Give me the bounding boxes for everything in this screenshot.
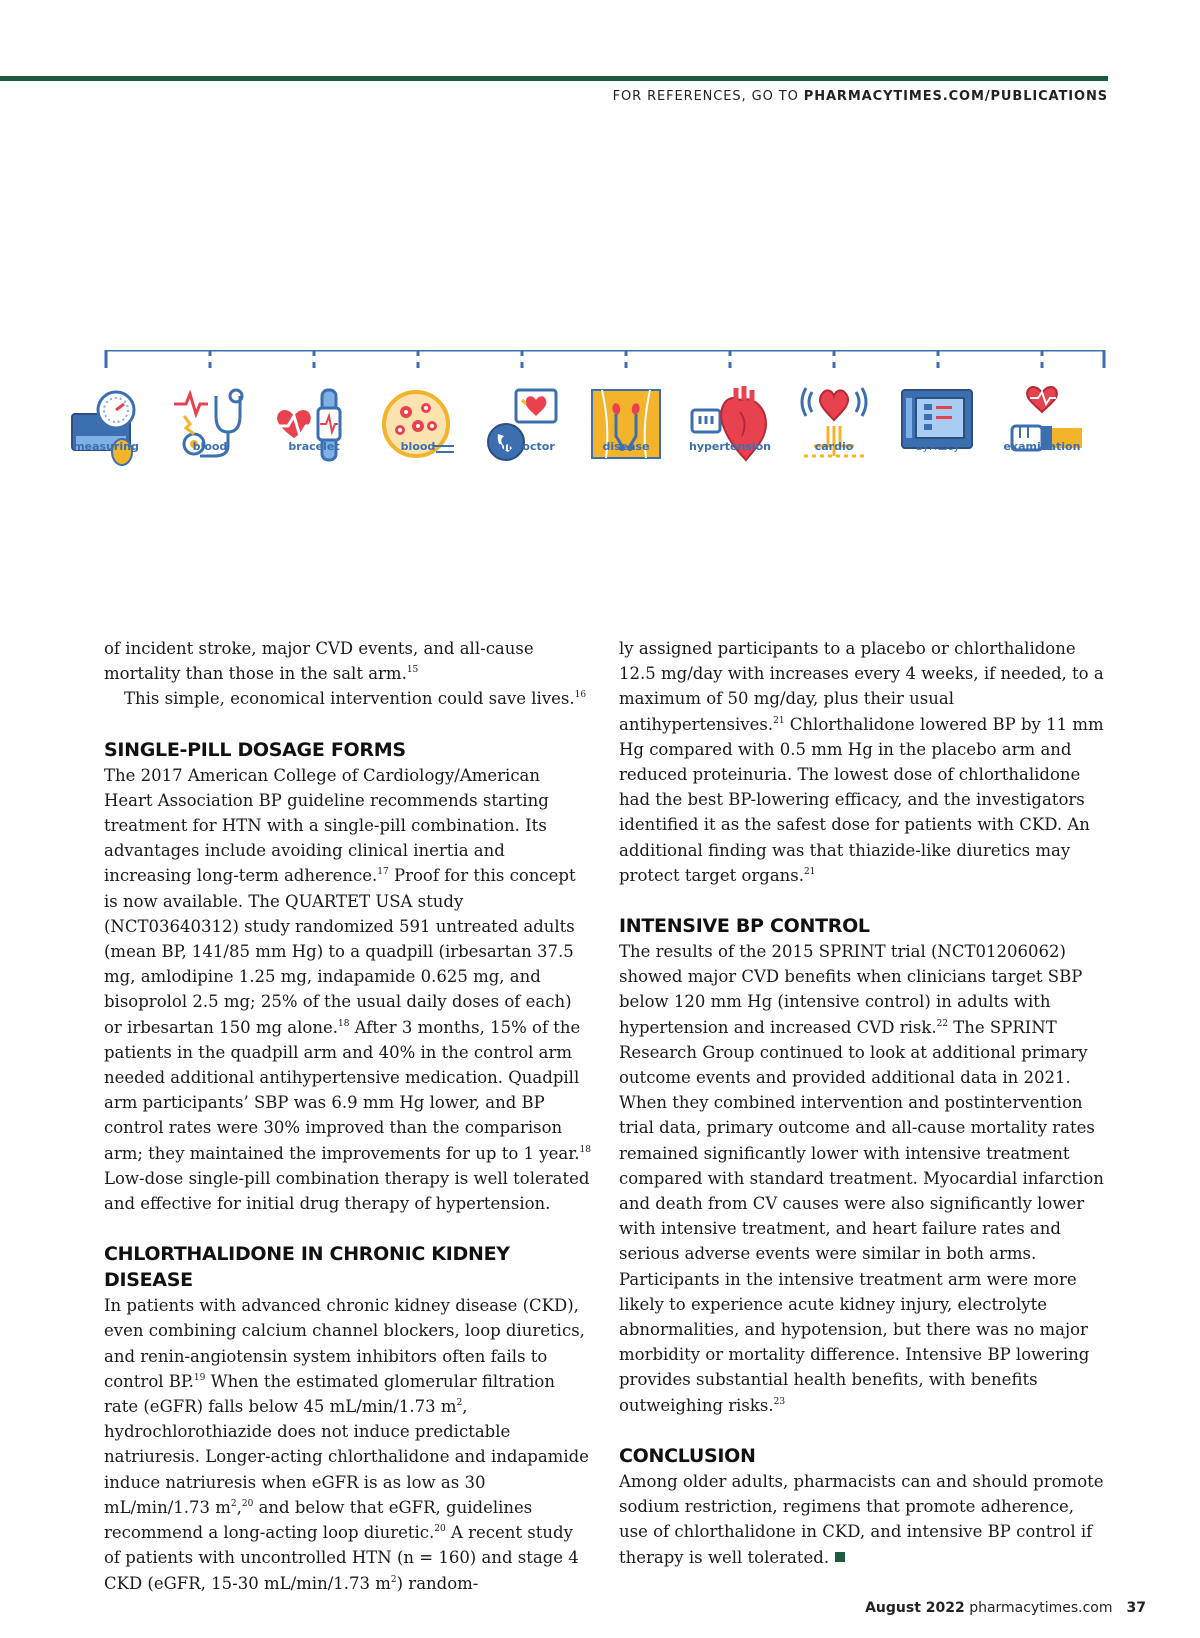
top-rule <box>0 76 1108 81</box>
icon-label-disease: disease <box>602 440 650 453</box>
icon-strip <box>60 350 1140 500</box>
heart-bracelet-icon <box>274 386 354 466</box>
paragraph: Among older adults, pharmacists can and should promote sodium restriction, regimens that promote adherence, use of chlorthalidone in CKD, and intensive BP control if therapy is well tolerated. <box>619 1471 1104 1567</box>
kidneys-icon <box>586 386 666 466</box>
page-footer <box>865 1600 1146 1616</box>
icon-label-device: вумшсу <box>916 440 960 453</box>
section-heading-ckd: CHLORTHALIDONE IN CHRONIC KIDNEY DISEASE <box>104 1243 510 1292</box>
paragraph: In patients with advanced chronic kidney disease (CKD), even combining calcium channel blockers, loop diuretics, and renin-angiotensin system inhibitors often fails to control BP.$^{19}$ When the estimated glomerular filtration rate (eGFR) falls below 45 mL/min/1.73 $m^2$, hydrochlorothiazide does not induce predictable natriuresis. Longer-acting chlorthalidone and indapamide induce natriuresis when eGFR is as low as 30 mL/min/1.73 $m^2,^{20}$ and below that eGFR, guidelines recommend a long-acting loop diuretic.$^{20}$ A recent study of patients with uncontrolled HTN (n = 160) and stage 4 CKD (eGFR, 15-30 mL/min/1.73 $m^2$) random- <box>104 1296 589 1593</box>
footer-site: pharmacytimes.com <box>969 1600 1113 1616</box>
connector-lines <box>60 350 1140 390</box>
icon-label-examination: examination <box>1003 440 1081 453</box>
icon-label-hypertension: hypertension <box>688 440 772 453</box>
section-heading-single-pill: SINGLE-PILL DOSAGE FORMS <box>104 738 406 761</box>
section-heading-intensive-bp: INTENSIVE BP CONTROL <box>619 915 870 938</box>
blood-cells-icon <box>378 386 458 466</box>
page-number: 37 <box>1126 1600 1146 1616</box>
paragraph: ly assigned participants to a placebo or chlorthalidone 12.5 mg/day with increases every 4 weeks, if needed, to a maximum of 50 mg/day, plus their usual antihypertensives.$^{21}$ Chlorthalidone lowered BP by 11 mm Hg compared with 0.5 mm Hg in the placebo arm and reduced proteinuria. The lowest dose of chlorthalidone had the best BP-lowering efficacy, and the investigators identified it as the safest dose for patients with CKD. An additional finding was that thiazide-like diuretics may protect target organs.$^{21}$ <box>619 639 1104 885</box>
icon-label-bracelet: bracelet <box>288 440 340 453</box>
stethoscope-icon <box>170 386 250 466</box>
references-prefix: FOR REFERENCES, GO TO <box>612 89 804 104</box>
icon-label-cardio: cardio <box>814 440 854 453</box>
article-column-left <box>104 636 592 1596</box>
icon-label-blood-2: blood <box>400 440 436 453</box>
paragraph: of incident stroke, major CVD events, and all-cause mortality than those in the salt arm.$^{15}$ <box>104 639 534 684</box>
heart-signal-icon <box>794 386 874 466</box>
paragraph: This simple, economical intervention could save lives.$^{16}$ <box>124 689 587 709</box>
heart-organ-icon <box>690 386 770 466</box>
medical-device-icon <box>898 386 978 466</box>
references-url: PHARMACYTIMES.COM/PUBLICATIONS <box>803 89 1108 104</box>
blood-pressure-monitor-icon <box>66 386 146 466</box>
hand-heart-icon <box>1002 386 1082 466</box>
article-column-right <box>619 636 1107 1570</box>
icon-label-blood: blood <box>192 440 228 453</box>
footer-date: August 2022 <box>865 1600 965 1616</box>
section-heading-conclusion: CONCLUSION <box>619 1444 756 1467</box>
call-doctor-icon <box>482 386 562 466</box>
icon-label-call-doctor: call doctor <box>489 440 555 453</box>
end-mark-icon <box>835 1552 845 1562</box>
icon-label-measuring: measuring <box>73 440 139 453</box>
paragraph: The 2017 American College of Cardiology/American Heart Association BP guideline recommends starting treatment for HTN with a single-pill combination. Its advantages include avoiding clinical inertia and increasing long-term adherence.$^{17}$ Proof for this concept is now available. The QUARTET USA study (NCT03640312) study randomized 591 untreated adults (mean BP, 141/85 mm Hg) to a quadpill (irbesartan 37.5 mg, amlodipine 1.25 mg, indapamide 0.625 mg, and bisoprolol 2.5 mg; 25% of the usual daily doses of each) or irbesartan 150 mg alone.$^{18}$ After 3 months, 15% of the patients in the quadpill arm and 40% in the control arm needed additional antihypertensive medication. Quadpill arm participants’ SBP was 6.9 mm Hg lower, and BP control rates were 30% improved than the comparison arm; they maintained the improvements for up to 1 year.$^{18}$ Low-dose single-pill combination therapy is well tolerated and effective for initial drug therapy of hypertension. <box>104 765 591 1214</box>
paragraph: The results of the 2015 SPRINT trial (NCT01206062) showed major CVD benefits when clinicians target SBP below 120 mm Hg (intensive control) in adults with hypertension and increased CVD risk.$^{22}$ The SPRINT Research Group continued to look at additional primary outcome events and provided additional data in 2021. When they combined intervention and postintervention trial data, primary outcome and all-cause mortality rates remained significantly lower with intensive treatment compared with standard treatment. Myocardial infarction and death from CV causes were also significantly lower with intensive treatment, and heart failure rates and serious adverse events were similar in both arms. Participants in the intensive treatment arm were more likely to experience acute kidney injury, electrolyte abnormalities, and hypotension, but there was no major morbidity or mortality difference. Intensive BP lowering provides substantial health benefits, with benefits outweighing risks.$^{23}$ <box>619 942 1104 1415</box>
references-note <box>613 89 1108 104</box>
